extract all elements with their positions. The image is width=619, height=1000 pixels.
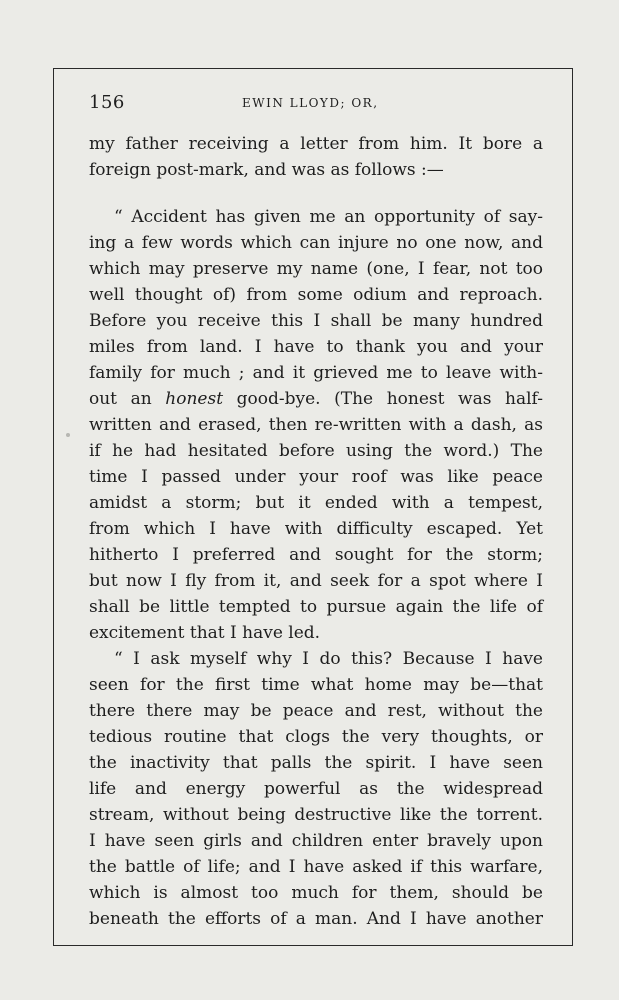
- text-line: ing a few words which can injure no one now, and: [89, 233, 543, 253]
- running-title: EWIN LLOYD; OR,: [242, 96, 379, 110]
- page-number: 156: [89, 92, 125, 113]
- text-line: Before you receive this I shall be many hundred: [89, 311, 543, 331]
- text-line: from which I have with difficulty escaped. Yet: [89, 519, 543, 539]
- text-line: time I passed under your roof was like peace: [89, 467, 543, 487]
- text-line-italic-word: [89, 386, 543, 412]
- text-line: the inactivity that palls the spirit. I have seen: [89, 753, 543, 773]
- text-line: stream, without being destructive like the torrent.: [89, 805, 543, 825]
- running-head: [89, 92, 543, 114]
- text-line: if he had hesitated before using the word.) The: [89, 441, 543, 461]
- text-line: there there may be peace and rest, without the: [89, 701, 543, 721]
- text-line: life and energy powerful as the widespread: [89, 779, 543, 799]
- text-line: which may preserve my name (one, I fear, not too: [89, 259, 543, 279]
- italic-word-honest: honest: [165, 389, 224, 409]
- text-line: which is almost too much for them, should be: [89, 883, 543, 903]
- text-line: foreign post-mark, and was as follows :—: [89, 160, 444, 180]
- text-segment: out an: [89, 389, 166, 409]
- text-line: beneath the efforts of a man. And I have another: [89, 909, 543, 929]
- paper-speck: [66, 433, 70, 437]
- text-line: miles from land. I have to thank you and your: [89, 337, 543, 357]
- text-line: my father receiving a letter from him. It bore a: [89, 134, 543, 154]
- text-line: “ I ask myself why I do this? Because I have: [114, 649, 543, 669]
- text-line: amidst a storm; but it ended with a tempest,: [89, 493, 543, 513]
- text-line: “ Accident has given me an opportunity of say-: [114, 207, 543, 227]
- text-segment: good-bye. (The honest was half-: [223, 389, 543, 409]
- text-line: written and erased, then re-written with a dash, as: [89, 415, 543, 435]
- text-line: excitement that I have led.: [89, 623, 321, 643]
- text-line: well thought of) from some odium and reproach.: [89, 285, 543, 305]
- text-line: hitherto I preferred and sought for the storm;: [89, 545, 543, 565]
- text-line: I have seen girls and children enter bravely upon: [89, 831, 543, 851]
- text-line: the battle of life; and I have asked if this warfare,: [89, 857, 543, 877]
- text-line: shall be little tempted to pursue again the life of: [89, 597, 543, 617]
- text-line: family for much ; and it grieved me to leave with-: [89, 363, 543, 383]
- text-line: seen for the first time what home may be—that: [89, 675, 543, 695]
- text-line: but now I fly from it, and seek for a spot where I: [89, 571, 543, 591]
- text-line: tedious routine that clogs the very thoughts, or: [89, 727, 543, 747]
